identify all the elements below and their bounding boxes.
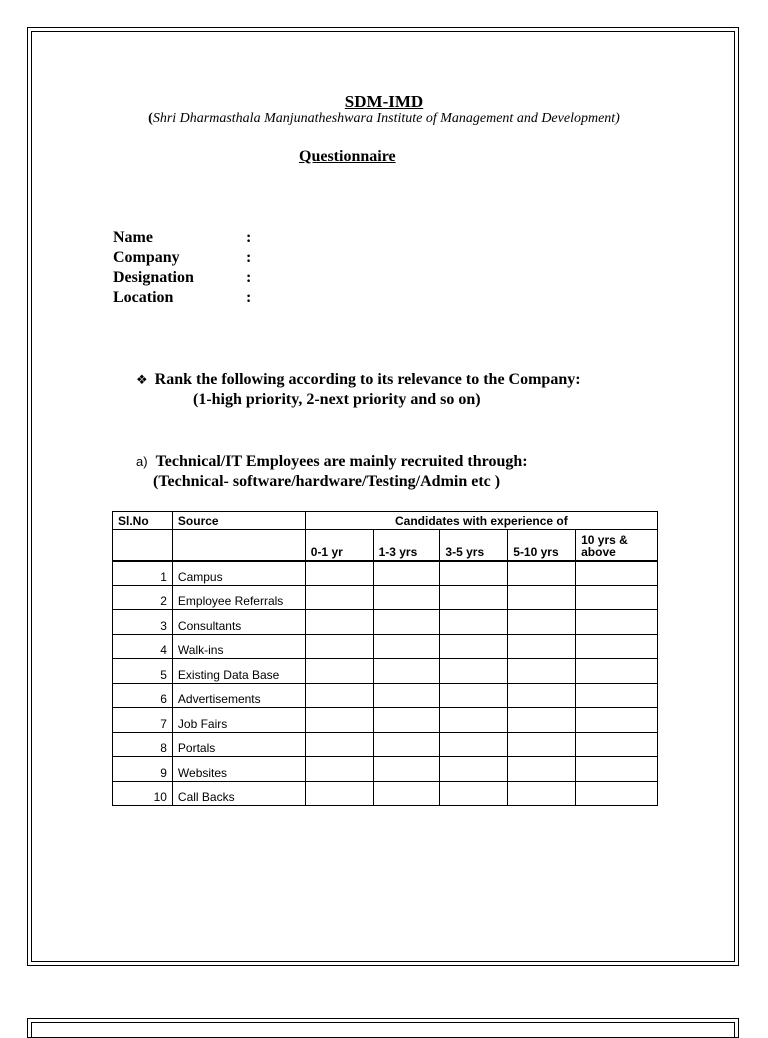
- rank-entry-cell[interactable]: [508, 757, 576, 782]
- table-subheader-row: [113, 530, 658, 561]
- rank-entry-cell[interactable]: [440, 781, 508, 806]
- institute-full-name: [0, 111, 768, 127]
- rank-scale-note: (1-high priority, 2-next priority and so on): [193, 391, 481, 408]
- table-row: [113, 757, 658, 782]
- col-header-exp-3-5: 3-5 yrs: [440, 530, 508, 561]
- row-source: Call Backs: [172, 781, 305, 806]
- row-source: Campus: [172, 561, 305, 586]
- rank-entry-cell[interactable]: [440, 732, 508, 757]
- field-colon: :: [246, 289, 252, 306]
- rank-entry-cell[interactable]: [508, 659, 576, 684]
- rank-instruction-text: Rank the following according to its relevance to the Company:: [154, 371, 581, 388]
- rank-entry-cell[interactable]: [508, 781, 576, 806]
- next-page-border-inner: [31, 1022, 735, 1037]
- row-source: Walk-ins: [172, 634, 305, 659]
- rank-entry-cell[interactable]: [440, 585, 508, 610]
- rank-entry-cell[interactable]: [576, 683, 658, 708]
- rank-entry-cell[interactable]: [440, 708, 508, 733]
- row-number: 5: [113, 659, 173, 684]
- form-title: Questionnaire: [299, 148, 396, 165]
- rank-entry-cell[interactable]: [373, 610, 440, 635]
- rank-entry-cell[interactable]: [373, 781, 440, 806]
- row-number: 1: [113, 561, 173, 586]
- rank-entry-cell[interactable]: [305, 732, 373, 757]
- rank-entry-cell[interactable]: [440, 634, 508, 659]
- institute-acronym: SDM-IMD: [344, 92, 424, 111]
- row-source: Consultants: [172, 610, 305, 635]
- rank-entry-cell[interactable]: [508, 610, 576, 635]
- rank-entry-cell[interactable]: [576, 732, 658, 757]
- rank-entry-cell[interactable]: [508, 732, 576, 757]
- rank-entry-cell[interactable]: [305, 757, 373, 782]
- rank-entry-cell[interactable]: [440, 683, 508, 708]
- row-source: Websites: [172, 757, 305, 782]
- field-label-designation: Designation: [113, 269, 194, 286]
- diamond-bullet-icon: ❖: [136, 373, 148, 388]
- document-page: [27, 27, 739, 966]
- row-number: 6: [113, 683, 173, 708]
- rank-entry-cell[interactable]: [305, 708, 373, 733]
- rank-entry-cell[interactable]: [305, 585, 373, 610]
- field-label-company: Company: [113, 249, 180, 266]
- rank-entry-cell[interactable]: [576, 781, 658, 806]
- col-header-exp-10-plus: 10 yrs & above: [576, 530, 658, 561]
- question-text: Technical/IT Employees are mainly recruited through:: [155, 453, 528, 470]
- table-row: [113, 781, 658, 806]
- rank-entry-cell[interactable]: [305, 634, 373, 659]
- row-number: 7: [113, 708, 173, 733]
- table-row: [113, 732, 658, 757]
- row-source: Employee Referrals: [172, 585, 305, 610]
- col-header-source: Source: [172, 512, 305, 530]
- rank-entry-cell[interactable]: [576, 659, 658, 684]
- rank-entry-cell[interactable]: [305, 781, 373, 806]
- table-row: [113, 585, 658, 610]
- rank-entry-cell[interactable]: [440, 757, 508, 782]
- rank-entry-cell[interactable]: [576, 610, 658, 635]
- rank-entry-cell[interactable]: [373, 634, 440, 659]
- table-row: [113, 708, 658, 733]
- rank-entry-cell[interactable]: [440, 610, 508, 635]
- rank-entry-cell[interactable]: [440, 659, 508, 684]
- rank-entry-cell[interactable]: [373, 659, 440, 684]
- row-number: 2: [113, 585, 173, 610]
- row-number: 3: [113, 610, 173, 635]
- col-header-exp-5-10: 5-10 yrs: [508, 530, 576, 561]
- row-source: Job Fairs: [172, 708, 305, 733]
- table-row: [113, 634, 658, 659]
- rank-entry-cell[interactable]: [576, 708, 658, 733]
- rank-entry-cell[interactable]: [508, 634, 576, 659]
- rank-entry-cell[interactable]: [305, 561, 373, 586]
- subheader-empty: [172, 530, 305, 561]
- question-a: [136, 453, 528, 471]
- field-colon: :: [246, 249, 252, 266]
- rank-entry-cell[interactable]: [576, 585, 658, 610]
- rank-entry-cell[interactable]: [440, 561, 508, 586]
- rank-entry-cell[interactable]: [508, 585, 576, 610]
- rank-entry-cell[interactable]: [305, 683, 373, 708]
- rank-entry-cell[interactable]: [576, 757, 658, 782]
- col-header-exp-0-1: 0-1 yr: [305, 530, 373, 561]
- row-source: Portals: [172, 732, 305, 757]
- subtitle-open-paren: (: [148, 111, 153, 126]
- table-body: [113, 561, 658, 806]
- field-label-name: Name: [113, 229, 153, 246]
- subtitle-text: Shri Dharmasthala Manjunatheshwara Institute of Management and Development): [152, 111, 620, 126]
- col-header-exp-1-3: 1-3 yrs: [373, 530, 440, 561]
- rank-instruction: [136, 371, 581, 389]
- table-row: [113, 659, 658, 684]
- next-document-page: [27, 1018, 739, 1038]
- table-row: [113, 683, 658, 708]
- rank-entry-cell[interactable]: [373, 732, 440, 757]
- rank-entry-cell[interactable]: [373, 561, 440, 586]
- table-row: [113, 610, 658, 635]
- rank-entry-cell[interactable]: [508, 683, 576, 708]
- field-colon: :: [246, 269, 252, 286]
- rank-entry-cell[interactable]: [576, 561, 658, 586]
- rank-entry-cell[interactable]: [576, 634, 658, 659]
- field-label-location: Location: [113, 289, 174, 306]
- rank-entry-cell[interactable]: [373, 708, 440, 733]
- table-header-row: [113, 512, 658, 530]
- row-number: 9: [113, 757, 173, 782]
- row-number: 4: [113, 634, 173, 659]
- col-header-experience-group: Candidates with experience of: [305, 512, 657, 530]
- rank-entry-cell[interactable]: [373, 683, 440, 708]
- question-subtext: (Technical- software/hardware/Testing/Admin etc ): [153, 473, 501, 490]
- question-letter: a): [136, 454, 148, 469]
- row-source: Existing Data Base: [172, 659, 305, 684]
- subheader-empty: [113, 530, 173, 561]
- rank-entry-cell[interactable]: [508, 708, 576, 733]
- page-border-inner: [31, 31, 735, 962]
- rank-entry-cell[interactable]: [508, 561, 576, 586]
- col-header-slno: Sl.No: [113, 512, 173, 530]
- rank-entry-cell[interactable]: [305, 610, 373, 635]
- recruitment-source-table: [112, 511, 658, 806]
- row-number: 8: [113, 732, 173, 757]
- rank-entry-cell[interactable]: [305, 659, 373, 684]
- row-source: Advertisements: [172, 683, 305, 708]
- field-colon: :: [246, 229, 252, 246]
- table-row: [113, 561, 658, 586]
- row-number: 10: [113, 781, 173, 806]
- rank-entry-cell[interactable]: [373, 585, 440, 610]
- rank-entry-cell[interactable]: [373, 757, 440, 782]
